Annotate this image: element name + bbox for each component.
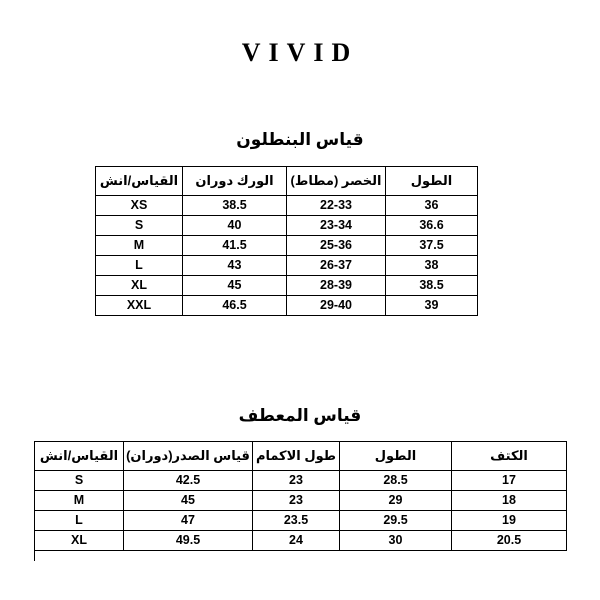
brand-logo: VIVID — [241, 38, 359, 67]
cell-waist: 26-37 — [287, 256, 386, 276]
cell-hip: 46.5 — [183, 296, 287, 316]
header-hip: الورك دوران — [183, 167, 287, 196]
header-chest: قياس الصدر(دوران) — [124, 442, 253, 471]
cell-sleeve: 23.5 — [253, 511, 340, 531]
cell-sleeve: 23 — [253, 471, 340, 491]
cell-size: XL — [35, 531, 124, 551]
cell-waist: 25-36 — [287, 236, 386, 256]
cell-size: S — [35, 471, 124, 491]
table-row — [35, 531, 567, 551]
header-length: الطول — [340, 442, 452, 471]
cell-size: L — [35, 511, 124, 531]
cell-size: XS — [96, 196, 183, 216]
cell-hip: 38.5 — [183, 196, 287, 216]
cell-length: 38.5 — [386, 276, 478, 296]
coat-size-title: قياس المعطف — [238, 406, 362, 425]
cell-length: 29.5 — [340, 511, 452, 531]
coat-size-table — [34, 441, 567, 551]
table-row — [96, 296, 478, 316]
cell-shoulder: 17 — [452, 471, 567, 491]
cell-size: L — [96, 256, 183, 276]
header-length: الطول — [386, 167, 478, 196]
table-row — [96, 236, 478, 256]
table-header-row — [96, 167, 478, 196]
header-waist: الخصر (مطاط) — [287, 167, 386, 196]
pants-size-table — [95, 166, 478, 316]
cell-waist: 28-39 — [287, 276, 386, 296]
cell-length: 36.6 — [386, 216, 478, 236]
header-sleeve: طول الاكمام — [253, 442, 340, 471]
cell-length: 30 — [340, 531, 452, 551]
cell-length: 29 — [340, 491, 452, 511]
cell-hip: 41.5 — [183, 236, 287, 256]
table-row — [35, 471, 567, 491]
cell-size: XXL — [96, 296, 183, 316]
cell-sleeve: 23 — [253, 491, 340, 511]
cell-hip: 40 — [183, 216, 287, 236]
cell-size: XL — [96, 276, 183, 296]
cell-chest: 45 — [124, 491, 253, 511]
header-size: القياس/انش — [96, 167, 183, 196]
table-row — [96, 256, 478, 276]
cell-length: 38 — [386, 256, 478, 276]
cell-size: S — [96, 216, 183, 236]
cell-shoulder: 19 — [452, 511, 567, 531]
cell-waist: 29-40 — [287, 296, 386, 316]
cell-length: 39 — [386, 296, 478, 316]
header-size: القياس/انش — [35, 442, 124, 471]
cell-shoulder: 18 — [452, 491, 567, 511]
table-row — [35, 511, 567, 531]
cell-chest: 49.5 — [124, 531, 253, 551]
cell-hip: 43 — [183, 256, 287, 276]
cell-waist: 23-34 — [287, 216, 386, 236]
cell-sleeve: 24 — [253, 531, 340, 551]
cell-length: 36 — [386, 196, 478, 216]
cell-waist: 22-33 — [287, 196, 386, 216]
pants-size-title: قياس البنطلون — [236, 130, 364, 149]
cell-chest: 42.5 — [124, 471, 253, 491]
header-shoulder: الكتف — [452, 442, 567, 471]
cell-shoulder: 20.5 — [452, 531, 567, 551]
table-row — [96, 276, 478, 296]
cell-length: 37.5 — [386, 236, 478, 256]
table-row — [35, 491, 567, 511]
table-row — [96, 196, 478, 216]
text-cursor — [34, 544, 35, 561]
table-row — [96, 216, 478, 236]
table-header-row — [35, 442, 567, 471]
cell-hip: 45 — [183, 276, 287, 296]
cell-chest: 47 — [124, 511, 253, 531]
cell-size: M — [96, 236, 183, 256]
cell-length: 28.5 — [340, 471, 452, 491]
cell-size: M — [35, 491, 124, 511]
